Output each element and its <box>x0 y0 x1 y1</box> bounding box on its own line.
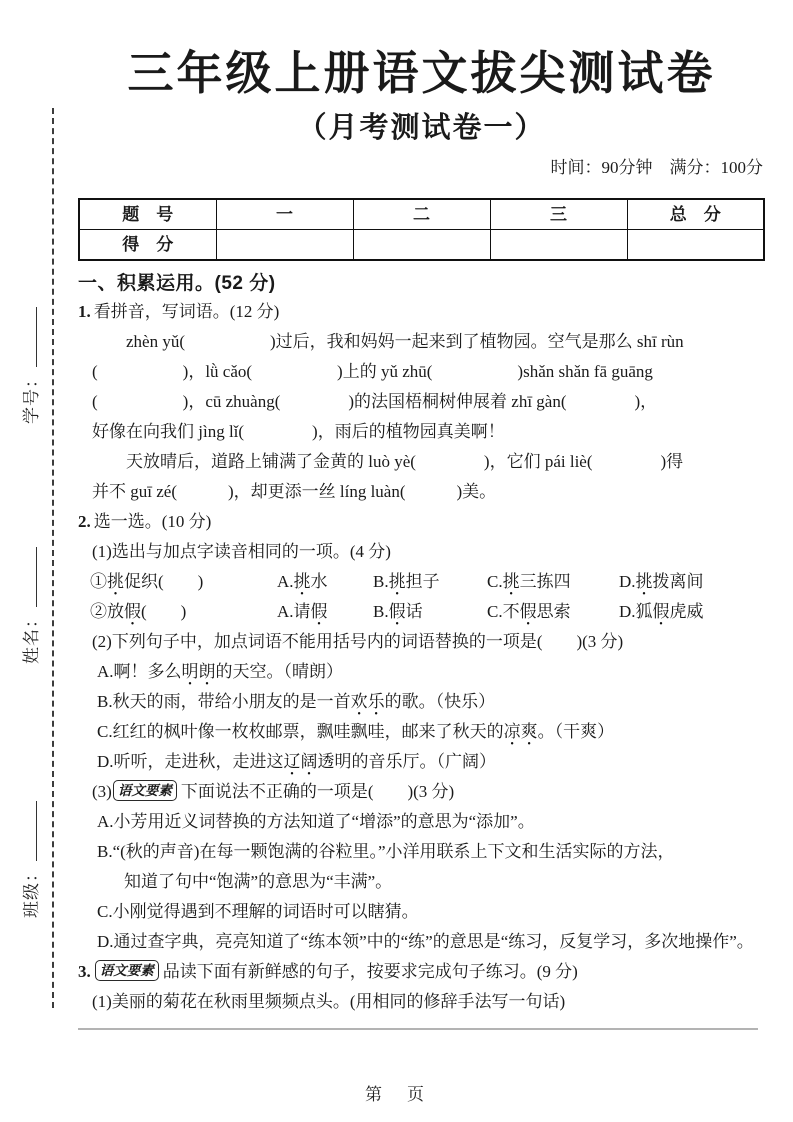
student-name-blank-line <box>34 547 37 607</box>
q2-item2-option-c: C.不假思索 <box>487 602 571 621</box>
student-id-blank-line <box>34 307 37 367</box>
q2-part1-stem: (1)选出与加点字读音相同的一项。(4 分) <box>92 542 391 561</box>
student-name-label: 姓名： <box>22 610 41 664</box>
q2-part3-option-b-line2: 知道了句中“饱满”的意思为“丰满”。 <box>124 872 393 891</box>
score-cell-part1 <box>216 230 353 261</box>
question-2-number: 2. <box>78 512 91 531</box>
score-table-header-part2: 二 <box>353 199 490 230</box>
score-table <box>78 198 765 261</box>
q2-part2-option-d: D.听听，走进秋，走进这辽阔透明的音乐厅。（广阔） <box>97 752 497 771</box>
chinese-element-badge: 语文要素 <box>95 960 159 981</box>
score-row-label: 得 分 <box>79 230 216 261</box>
q2-part1-item2-row <box>90 597 765 627</box>
q2-part2-option-b: B.秋天的雨，带给小朋友的是一首欢乐的歌。（快乐） <box>97 692 496 711</box>
q2-item2-option-b: B.假话 <box>373 602 423 621</box>
pinyin-line-2: ( )，lǜ cǎo( )上的 yǔ zhū( )shǎn shǎn fā guāng <box>92 362 653 381</box>
question-3-heading <box>78 957 765 987</box>
pinyin-line-4: 好像在向我们 jìng lǐ( )，雨后的植物园真美啊！ <box>92 422 505 441</box>
pinyin-line-5: 天放晴后，道路上铺满了金黄的 luò yè( )，它们 pái liè( )得 <box>126 452 684 471</box>
score-table-header-question: 题 号 <box>79 199 216 230</box>
exam-time-score-info: 时间：90分钟 满分：100分 <box>550 158 763 177</box>
page-footer: 第 页 <box>365 1085 428 1104</box>
q2-item1-option-d: D.挑拨离间 <box>619 572 704 591</box>
q2-part2-stem: (2)下列句子中，加点词语不能用括号内的词语替换的一项是( )(3 分) <box>92 632 624 651</box>
answer-writing-line <box>78 1028 758 1030</box>
exam-content <box>78 46 765 1017</box>
score-cell-part3 <box>490 230 627 261</box>
q2-item2-option-a: A.请假 <box>277 602 328 621</box>
chinese-element-badge: 语文要素 <box>113 780 177 801</box>
pinyin-line-3: ( )，cū zhuàng( )的法国梧桐树伸展着 zhī gàn( )， <box>92 392 658 411</box>
q2-part3-prefix: (3) <box>92 782 112 801</box>
score-cell-part2 <box>353 230 490 261</box>
q2-part3-stem-text: 下面说法不正确的一项是( )(3 分) <box>180 782 455 801</box>
student-name-field <box>17 547 42 664</box>
student-id-field <box>17 307 42 424</box>
class-field <box>17 801 42 918</box>
section-1-heading: 一、积累运用。(52 分) <box>78 273 276 294</box>
question-2-stem: 选一选。(10 分) <box>93 512 212 531</box>
score-table-score-row <box>79 230 764 261</box>
q2-item1-option-a: A.挑水 <box>277 572 328 591</box>
score-table-header-part3: 三 <box>490 199 627 230</box>
pinyin-line-6: 并不 guī zé( )，却更添一丝 líng luàn( )美。 <box>92 482 497 501</box>
q2-part3-option-b-line1: B.“(秋的声音)在每一颗饱满的谷粒里。”小洋用联系上下文和生活实际的方法， <box>97 842 675 861</box>
question-1-heading <box>78 297 765 327</box>
q2-part3-option-d: D.通过查字典，亮亮知道了“练本领”中的“练”的意思是“练习，反复学习，多次地操作”。 <box>97 932 754 951</box>
class-label: 班级： <box>22 864 41 918</box>
student-id-label: 学号： <box>22 370 41 424</box>
class-blank-line <box>34 801 37 861</box>
q3-sub1-stem: (1)美丽的菊花在秋雨里频频点头。(用相同的修辞手法写一句话) <box>92 992 566 1011</box>
exam-title: 三年级上册语文拔尖测试卷 <box>127 47 716 99</box>
score-table-header-total: 总 分 <box>627 199 764 230</box>
exam-subtitle: （月考测试卷一） <box>297 112 546 144</box>
q2-item2-option-d: D.狐假虎威 <box>619 602 704 621</box>
question-3-number: 3. <box>78 962 91 981</box>
binding-dashed-line <box>52 108 54 1008</box>
q2-part1-item1-row <box>90 567 765 597</box>
score-table-header-part1: 一 <box>216 199 353 230</box>
q2-item2-question: ②放假( ) <box>90 602 187 621</box>
question-2-heading <box>78 507 765 537</box>
score-table-header-row <box>79 199 764 230</box>
score-cell-total <box>627 230 764 261</box>
q2-part2-option-c: C.红红的枫叶像一枚枚邮票，飘哇飘哇，邮来了秋天的凉爽。（干爽） <box>97 722 615 741</box>
q2-part3-option-a: A.小芳用近义词替换的方法知道了“增添”的意思为“添加”。 <box>97 812 535 831</box>
question-3-stem: 品读下面有新鲜感的句子，按要求完成句子练习。(9 分) <box>162 962 578 981</box>
question-1-stem: 看拼音，写词语。(12 分) <box>93 302 280 321</box>
question-1-number: 1. <box>78 302 91 321</box>
q2-part3-option-c: C.小刚觉得遇到不理解的词语时可以瞎猜。 <box>97 902 419 921</box>
q2-item1-option-b: B.挑担子 <box>373 572 440 591</box>
q2-item1-question: ①挑促织( ) <box>90 572 204 591</box>
pinyin-line-1: zhèn yǔ( )过后，我和妈妈一起来到了植物园。空气是那么 shī rùn <box>126 332 684 351</box>
q2-part3-stem <box>92 777 765 807</box>
q2-part2-option-a: A.啊！多么明朗的天空。（晴朗） <box>97 662 344 681</box>
q2-item1-option-c: C.挑三拣四 <box>487 572 571 591</box>
